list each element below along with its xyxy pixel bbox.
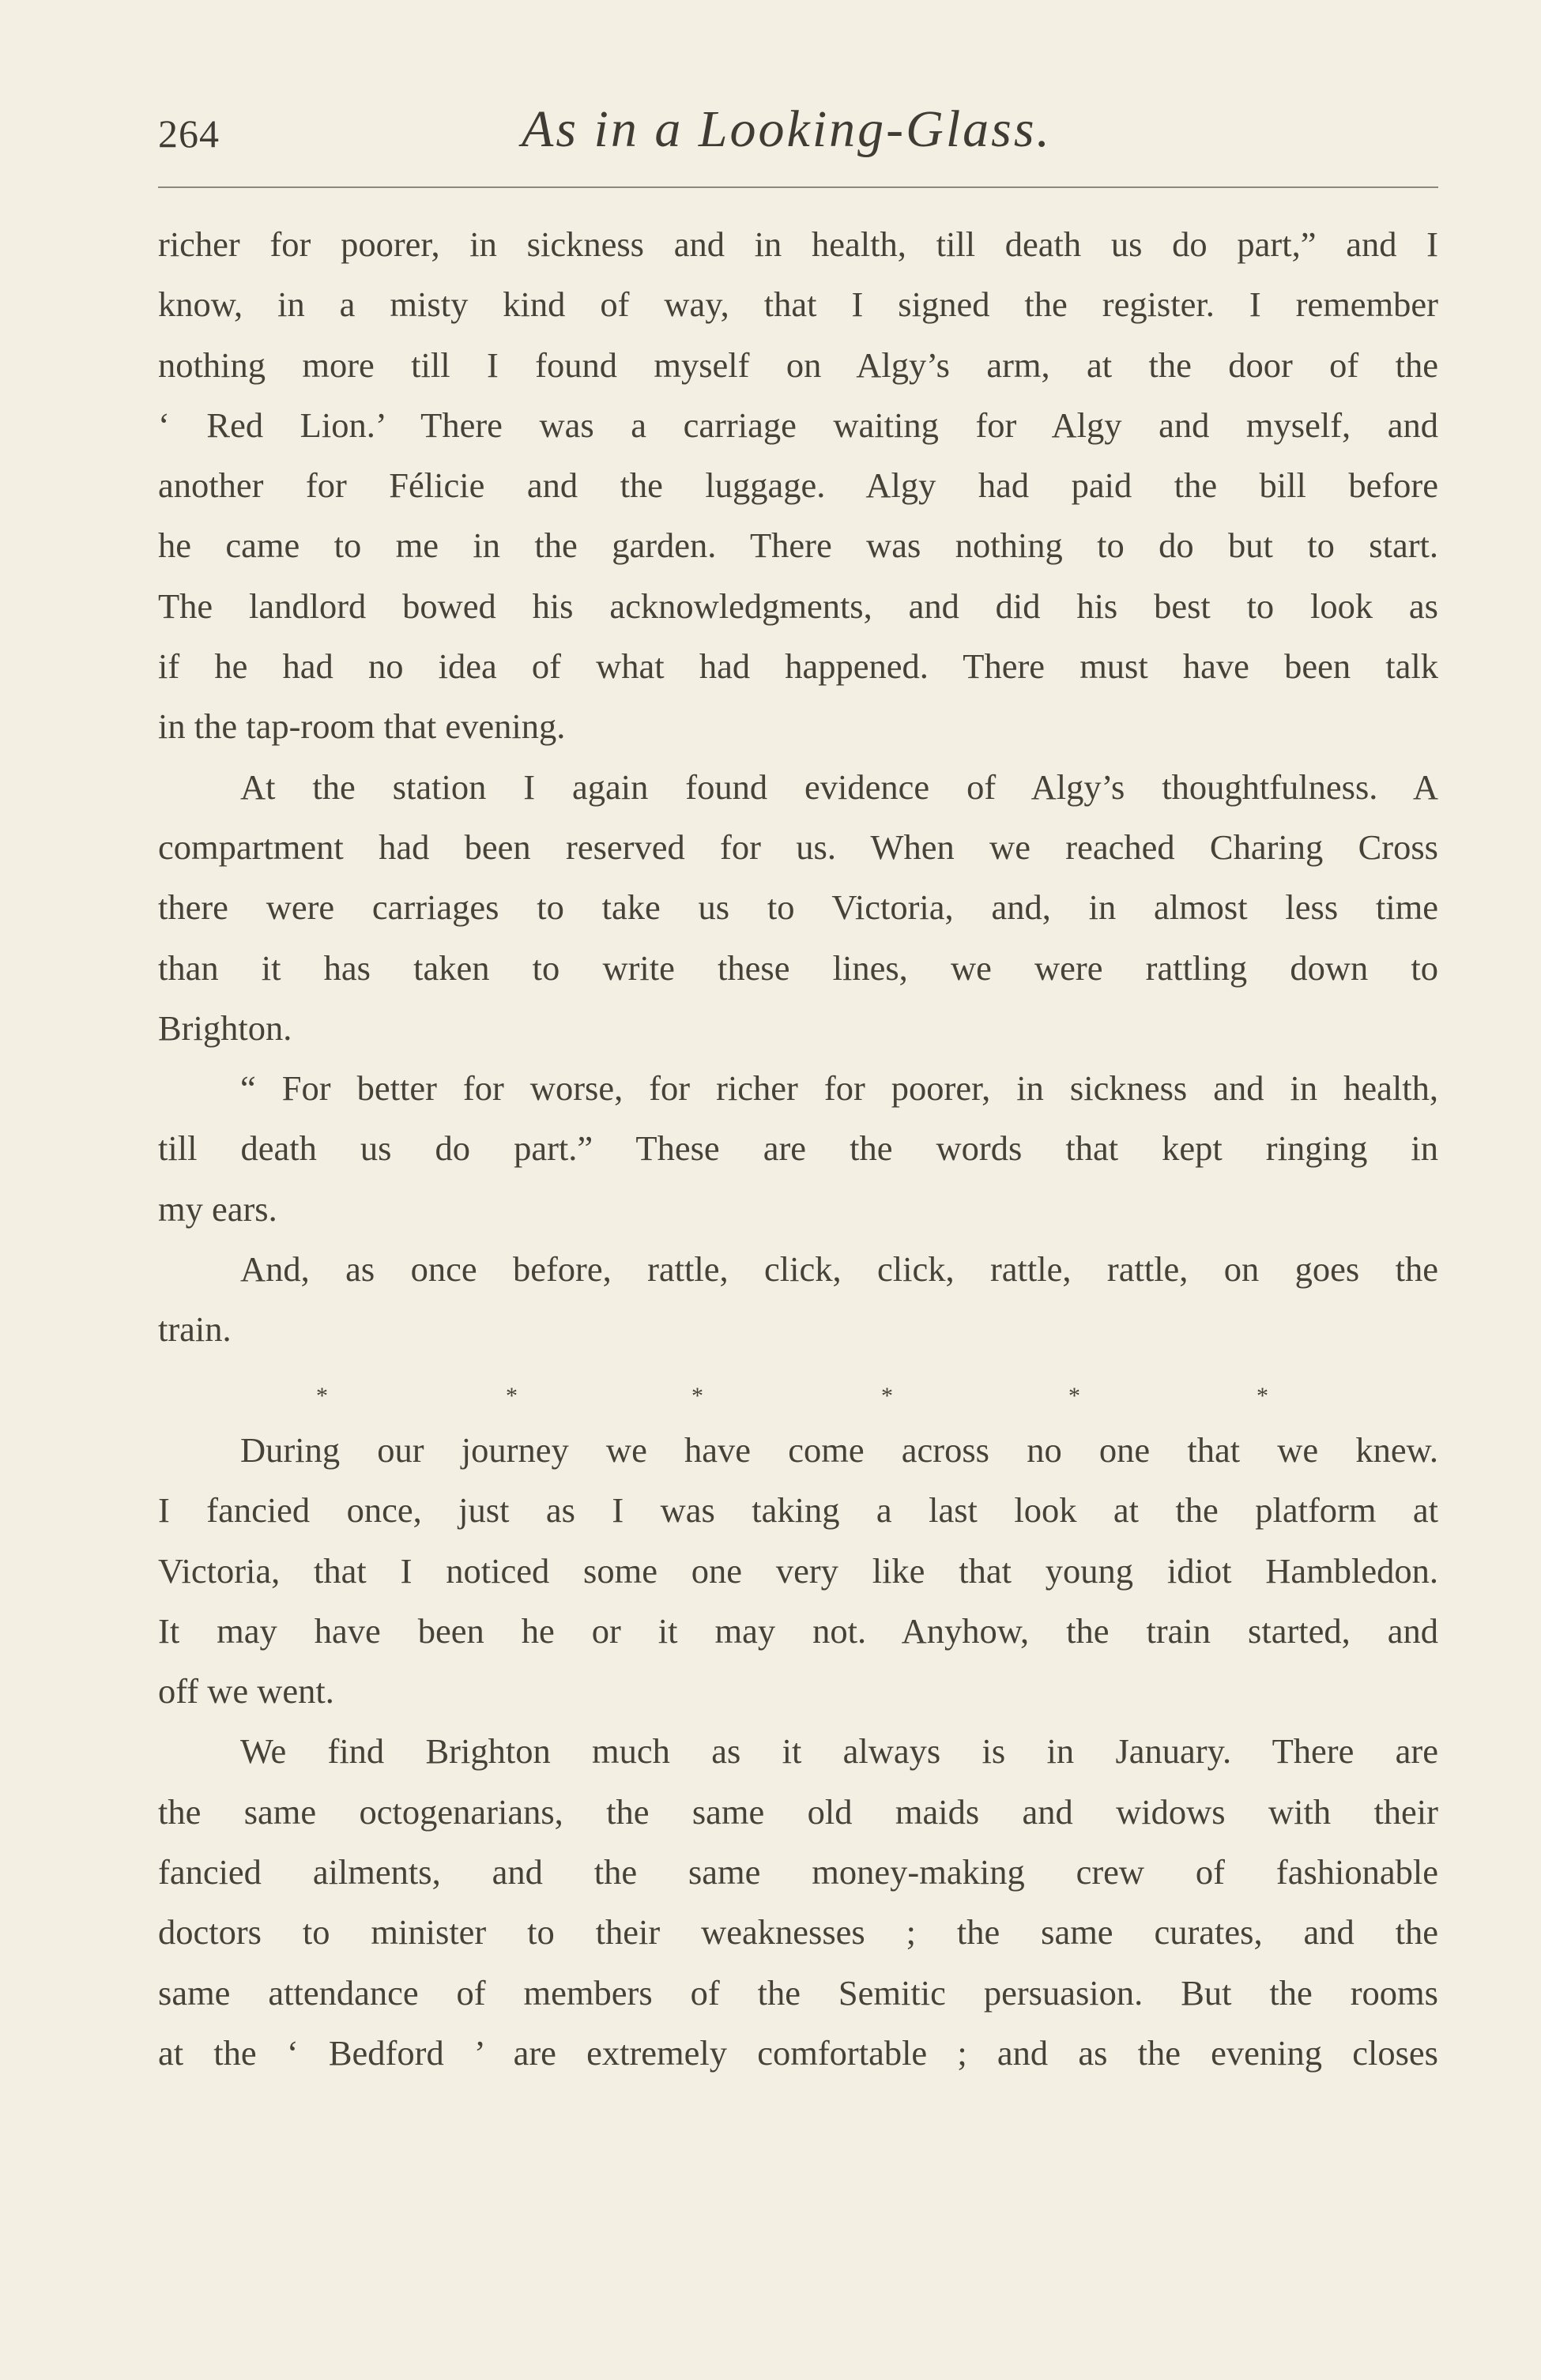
section-break-star: * xyxy=(316,1382,328,1409)
text-line: Victoria, that I noticed some one very like that young idiot Hambledon. xyxy=(158,1550,1438,1591)
page-header xyxy=(158,93,1438,172)
section-break-star: * xyxy=(506,1382,518,1409)
text-line: in the tap-room that evening. xyxy=(158,706,566,747)
text-line: Brighton. xyxy=(158,1007,292,1048)
text-line: ‘ Red Lion.’ There was a carriage waiting for Algy and myself, and xyxy=(158,405,1438,445)
section-break-star: * xyxy=(691,1382,703,1409)
text-line: “ For better for worse, for richer for poorer, in sickness and in health, xyxy=(240,1068,1438,1109)
text-line: I fancied once, just as I was taking a last look at the platform at xyxy=(158,1490,1438,1531)
text-line: fancied ailments, and the same money-making crew of fashionable xyxy=(158,1852,1438,1892)
text-line: compartment had been reserved for us. When we reached Charing Cross xyxy=(158,827,1438,867)
text-line: nothing more till I found myself on Algy’s arm, at the door of the xyxy=(158,345,1438,385)
running-title: As in a Looking-Glass. xyxy=(522,100,1053,158)
page-number: 264 xyxy=(158,111,220,156)
text-line: till death us do part.” These are the words that kept ringing in xyxy=(158,1128,1438,1169)
text-line: he came to me in the garden. There was nothing to do but to start. xyxy=(158,525,1438,566)
text-line: than it has taken to write these lines, we were rattling down to xyxy=(158,947,1438,988)
section-break-star: * xyxy=(1257,1382,1268,1409)
section-break xyxy=(158,1360,1438,1420)
text-line: my ears. xyxy=(158,1188,277,1229)
text-line: know, in a misty kind of way, that I signed the register. I remember xyxy=(158,284,1438,325)
text-line: at the ‘ Bedford ’ are extremely comfortable ; and as the evening closes xyxy=(158,2032,1438,2073)
text-line: there were carriages to take us to Victoria, and, in almost less time xyxy=(158,887,1438,928)
text-line: At the station I again found evidence of Algy’s thoughtfulness. A xyxy=(240,766,1438,807)
text-line: same attendance of members of the Semitic persuasion. But the rooms xyxy=(158,1972,1438,2013)
text-line: We find Brighton much as it always is in January. There are xyxy=(240,1731,1438,1772)
text-line: During our journey we have come across no one that we knew. xyxy=(240,1429,1438,1470)
text-line: the same octogenarians, the same old maids and widows with their xyxy=(158,1791,1438,1832)
text-line: And, as once before, rattle, click, click, rattle, rattle, on goes the xyxy=(240,1249,1438,1290)
section-break-star: * xyxy=(881,1382,893,1409)
text-line: The landlord bowed his acknowledgments, and did his best to look as xyxy=(158,586,1438,626)
header-rule xyxy=(158,186,1438,188)
section-break-star: * xyxy=(1068,1382,1080,1409)
text-line: doctors to minister to their weaknesses ; the same curates, and the xyxy=(158,1912,1438,1953)
text-line: It may have been he or it may not. Anyhow, the train started, and xyxy=(158,1610,1438,1651)
text-line: another for Félicie and the luggage. Algy had paid the bill before xyxy=(158,465,1438,506)
text-line: off we went. xyxy=(158,1671,334,1712)
text-line: richer for poorer, in sickness and in health, till death us do part,” and I xyxy=(158,224,1438,264)
body-text xyxy=(158,214,1438,2083)
text-line: if he had no idea of what had happened. There must have been talk xyxy=(158,646,1438,687)
text-line: train. xyxy=(158,1309,232,1350)
